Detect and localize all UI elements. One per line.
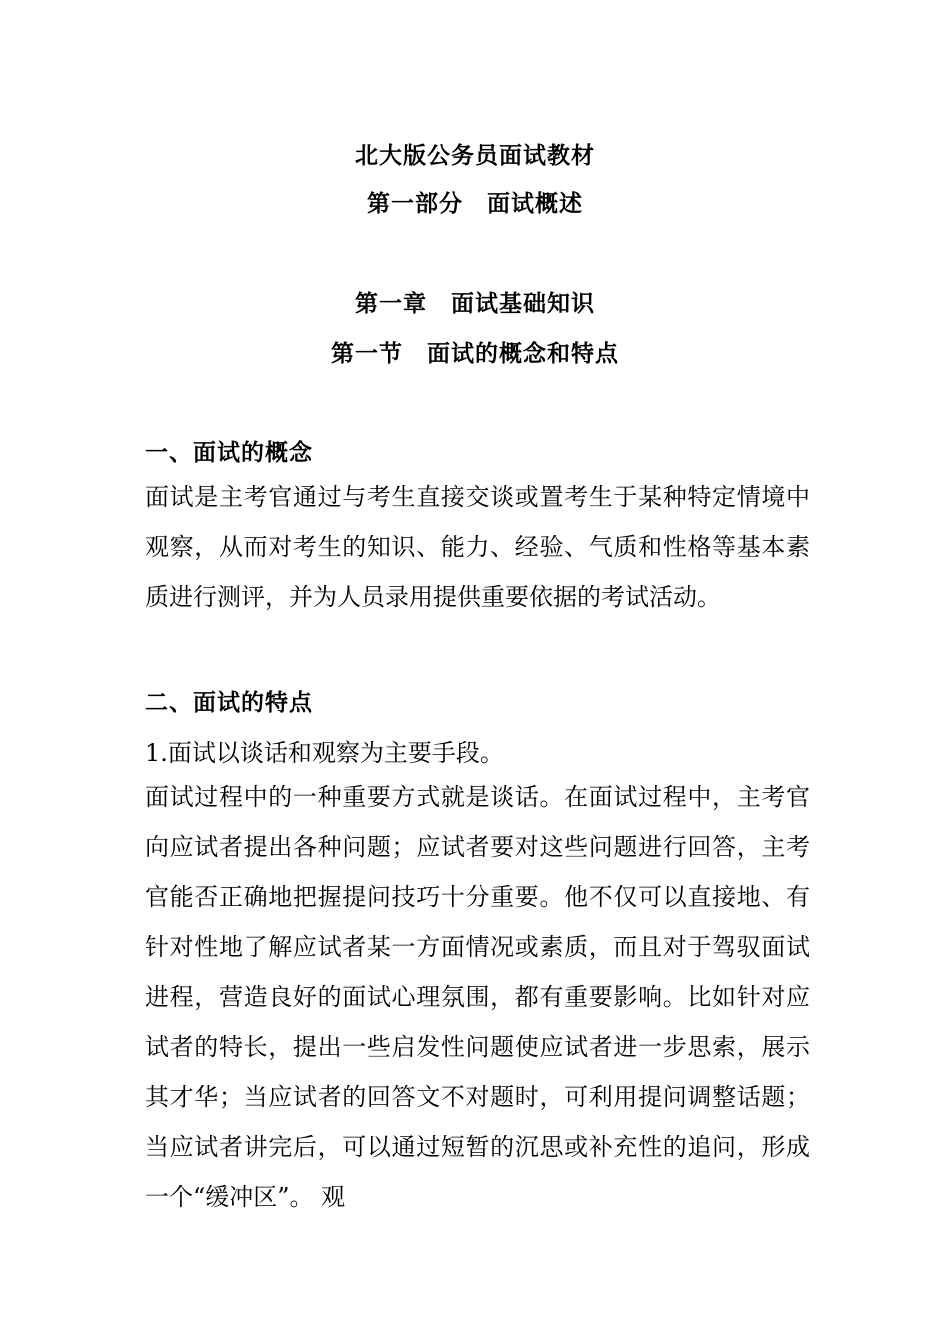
part-title: 第一部分 面试概述: [367, 191, 583, 217]
paragraph-feature-1: 面试过程中的一种重要方式就是谈话。在面试过程中，主考官向应试者提出各种问题；应试者要对这些问题进行回答，主考官能否正确地把握提问技巧十分重要。他不仅可以直接地、有针对性地了解应试者某一方面情况或素质，而且对于驾驭面试进程，营造良好的面试心理氛围，都有重要影响。比如针对应试者的特长，提出一些启发性问题使应试者进一步思索，展示其才华；当应试者的回答文不对题时，可利用提问调整话题；当应试者讲完后，可以通过短暂的沉思或补充性的追问，形成一个“缓冲区”。 观: [145, 783, 810, 1211]
heading-concept: 一、面试的概念: [145, 440, 313, 466]
book-title: 北大版公务员面试教材: [355, 143, 595, 169]
heading-features: 二、面试的特点: [145, 690, 313, 716]
section-title: 第一节 面试的概念和特点: [331, 341, 619, 367]
feature-item-1: 1.面试以谈话和观察为主要手段。: [145, 739, 504, 767]
chapter-title: 第一章 面试基础知识: [355, 291, 595, 317]
paragraph-concept: 面试是主考官通过与考生直接交谈或置考生于某种特定情境中观察，从而对考生的知识、能力、经验、气质和性格等基本素质进行测评，并为人员录用提供重要依据的考试活动。: [145, 483, 810, 611]
